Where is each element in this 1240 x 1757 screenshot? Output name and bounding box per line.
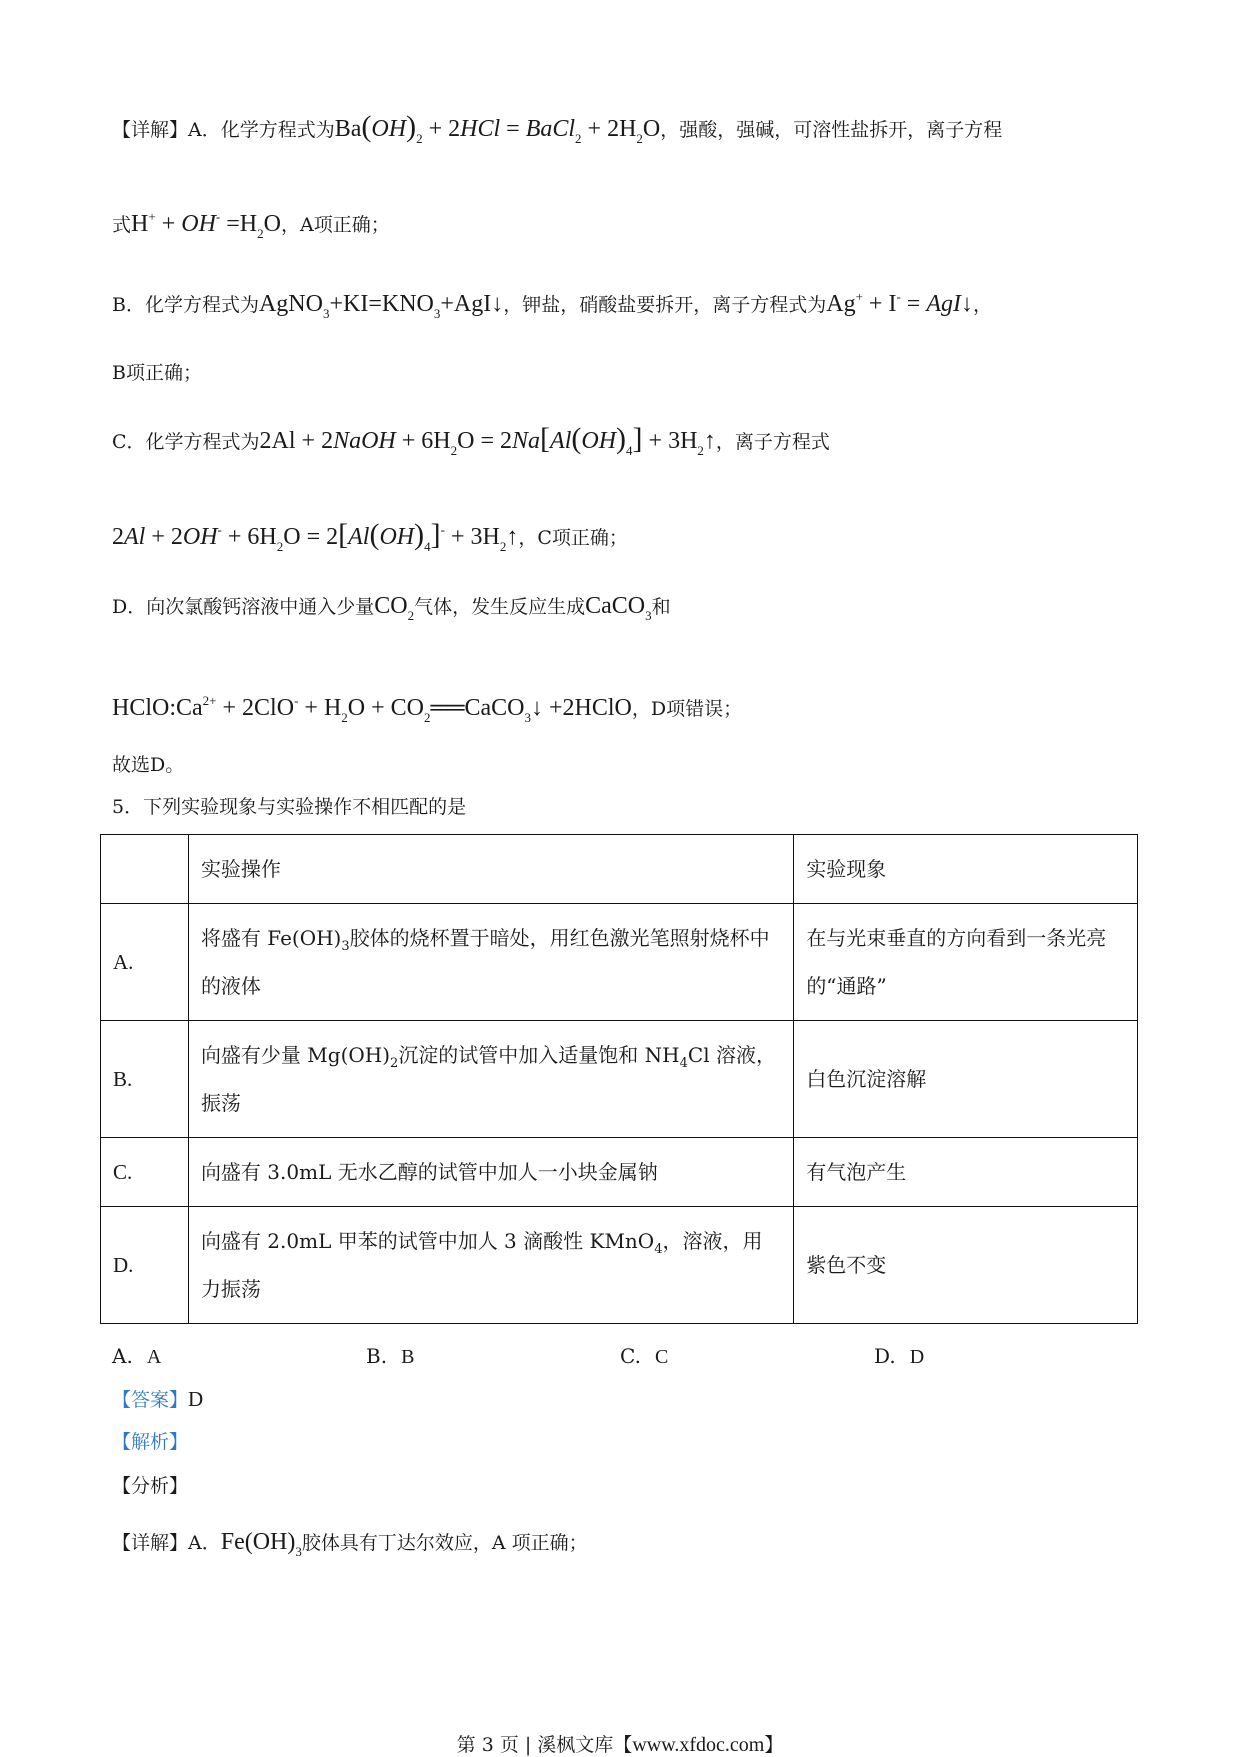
explanation-d2-tail: ，D项错误； [631, 698, 743, 720]
answer-label: 【答案】 [112, 1389, 189, 1411]
detail-tail: 胶体具有丁达尔效应，A 项正确； [301, 1532, 588, 1554]
equation-d: $HClO:Ca^{2+} + 2ClO^- + H_2O$ + $CO_2══CaCO_3↓$ +2HClO [112, 693, 632, 725]
option-key: B. [366, 1344, 388, 1368]
explanation-a2-tail: ，A项正确； [280, 214, 390, 236]
question-5-text: 5．下列实验现象与实验操作不相匹配的是 [112, 796, 467, 818]
explanation-c-line [112, 424, 830, 457]
option-value: D [909, 1346, 925, 1368]
explanation-b2-line: B项正确； [112, 362, 202, 384]
explanation-d-label: D．向次氯酸钙溶液中通入少量 [112, 596, 375, 618]
explanation-c-label: C．化学方程式为 [112, 431, 260, 453]
table-header-cell: 实验现象 [794, 835, 1138, 904]
operation-text-pre: 将盛有 Fe(OH) [200, 926, 342, 950]
result-cell: 白色沉淀溶解 [794, 1021, 1138, 1138]
equation-c-ionic: $2Al + 2OH^- + 6H_2O = 2[Al(OH)_4]^-$ + $3H_2↑$ [112, 518, 519, 554]
explanation-d-line [112, 594, 671, 622]
table-row [101, 1021, 1138, 1138]
formula-caco3: CaCO$_3$ [585, 593, 652, 623]
row-label: A. [101, 904, 189, 1021]
formula-co2: $CO_2$ [374, 593, 415, 623]
operation-cell [188, 1207, 793, 1324]
option-key: C. [620, 1344, 641, 1368]
operation-text-mid: 沉淀的试管中加入适量饱和 NH [398, 1043, 680, 1067]
explanation-b-mid: ，钾盐，硝酸盐要拆开，离子方程式为 [503, 294, 827, 316]
row-label: C. [101, 1138, 189, 1207]
explanation-c2-line [112, 520, 628, 553]
conclusion-text: 故选D。 [112, 754, 185, 776]
option-d[interactable] [874, 1344, 924, 1369]
analysis-label: 【解析】 [112, 1431, 189, 1453]
page-footer [0, 1730, 1240, 1757]
explanation-a-line [112, 112, 1002, 145]
operation-sub: 3 [341, 939, 350, 954]
option-value: B [401, 1346, 415, 1368]
operation-cell: 向盛有 3.0mL 无水乙醇的试管中加人一小块金属钠 [188, 1138, 793, 1207]
detail-line [112, 1530, 588, 1558]
operation-text-post: Cl 溶液，振荡 [200, 1043, 776, 1115]
operation-sub: 4 [679, 1056, 688, 1071]
answer-line [112, 1389, 203, 1410]
footer-site-link[interactable]: www.xfdoc.com [632, 1734, 765, 1756]
table-header-row [101, 835, 1138, 904]
operation-cell [188, 1021, 793, 1138]
row-label: D. [101, 1207, 189, 1324]
row-label: B. [101, 1021, 189, 1138]
operation-sub: 2 [390, 1056, 399, 1071]
option-b[interactable] [366, 1344, 414, 1369]
option-c[interactable] [620, 1344, 668, 1369]
fenxi-label: 【分析】 [112, 1475, 189, 1497]
equation-a: $Ba(OH)_2 + 2HCl$ = BaCl$_2$ + $2H_2O$ [334, 110, 661, 146]
result-cell: 有气泡产生 [794, 1138, 1138, 1207]
equation-a-ionic: $H^+ + OH^- =H_2O$ [131, 209, 281, 241]
explanation-c2-tail: ，C项正确； [518, 527, 628, 549]
explanation-b-tail: ， [973, 294, 993, 316]
equation-b-ionic: Ag+ + I- = AgI↓ [826, 289, 973, 317]
explanation-a2-label: 式 [112, 214, 132, 236]
equation-c: 2Al + 2NaOH + $6H_2O = 2Na[Al(OH)_4]$ + $3H_2↑$ [259, 422, 716, 458]
explanation-a2-line [112, 210, 390, 240]
explanation-a-tail: ，强酸，强碱，可溶性盐拆开，离子方程 [660, 119, 1003, 141]
table-row [101, 904, 1138, 1021]
explanation-c-tail: ，离子方程式 [715, 431, 830, 453]
explanation-d-mid: 气体，发生反应生成 [414, 596, 586, 618]
explanation-b-line [112, 290, 992, 320]
table-row [101, 1138, 1138, 1207]
footer-suffix: 】 [764, 1734, 784, 1756]
result-cell: 紫色不变 [794, 1207, 1138, 1324]
option-key: D. [874, 1344, 896, 1368]
option-key: A. [112, 1344, 133, 1368]
operation-text-post: 胶体的烧杯置于暗处，用红色激光笔照射烧杯中的液体 [200, 926, 770, 998]
explanation-d2-line [112, 694, 742, 724]
experiment-table [100, 834, 1138, 1324]
operation-text-post: ，溶液，用力振荡 [200, 1229, 763, 1301]
operation-cell [188, 904, 793, 1021]
equation-b: $AgNO_3+KI=KNO_3+AgI↓$ [258, 291, 504, 321]
footer-prefix: 第 3 页 | 溪枫文库【 [456, 1734, 633, 1756]
result-cell: 在与光束垂直的方向看到一条光亮的“通路” [794, 904, 1138, 1021]
table-header-cell [101, 835, 189, 904]
operation-sub: 4 [654, 1242, 663, 1257]
answer-value: D [188, 1387, 204, 1411]
table-row [101, 1207, 1138, 1324]
option-value: A [146, 1346, 162, 1368]
explanation-b-label: B．化学方程式为 [112, 294, 259, 316]
operation-text-pre: 向盛有少量 Mg(OH) [200, 1043, 391, 1067]
operation-text-pre: 向盛有 2.0mL 甲苯的试管中加人 3 滴酸性 KMnO [200, 1229, 655, 1253]
detail-label: 【详解】A． [112, 1532, 221, 1554]
option-value: C [654, 1346, 669, 1368]
option-a[interactable] [112, 1344, 161, 1369]
explanation-a-label: 【详解】A．化学方程式为 [112, 119, 335, 141]
table-header-cell: 实验操作 [188, 835, 793, 904]
formula-feoh3: $Fe(OH)_3$ [220, 1529, 302, 1559]
explanation-d-tail: 和 [651, 596, 671, 618]
